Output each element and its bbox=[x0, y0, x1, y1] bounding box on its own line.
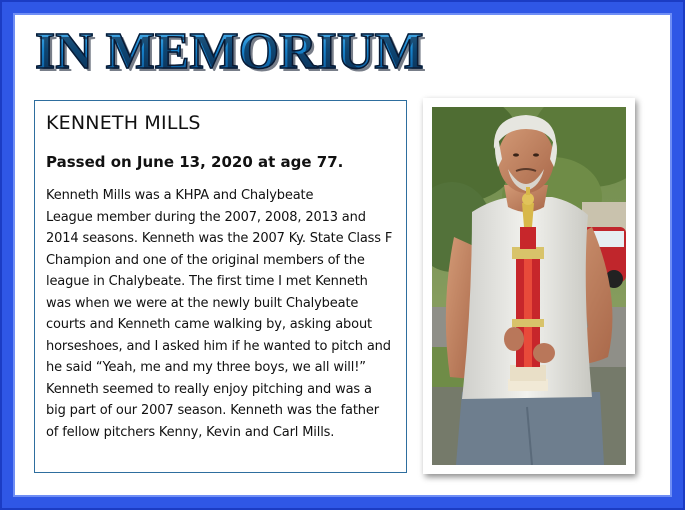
portrait-photo-frame bbox=[423, 98, 635, 474]
bio-line: was when we were at the newly built Chalybeate bbox=[46, 295, 359, 311]
portrait-photo bbox=[432, 107, 626, 465]
memorial-passed-date: Passed on June 13, 2020 at age 77. bbox=[46, 153, 344, 171]
bio-line: he said “Yeah, me and my three boys, we all will!” bbox=[46, 360, 366, 375]
bio-line: horseshoes, and I asked him if he wanted to pitch and bbox=[46, 338, 391, 354]
bio-line: Kenneth Mills was a KHPA and Chalybeate bbox=[46, 188, 314, 203]
memorial-biography bbox=[46, 185, 396, 443]
page-title: IN MEMORIUM bbox=[35, 23, 424, 80]
bio-line: of fellow pitchers Kenny, Kevin and Carl Mills. bbox=[46, 424, 335, 440]
bio-line: Champion and one of the original members of the bbox=[46, 252, 365, 268]
memorial-text-box bbox=[34, 100, 407, 473]
bio-line: 2014 seasons. Kenneth was the 2007 Ky. State Class F bbox=[46, 231, 393, 246]
memorial-name: KENNETH MILLS bbox=[46, 112, 201, 134]
bio-line: League member during the 2007, 2008, 2013 and bbox=[46, 209, 366, 225]
bio-line: big part of our 2007 season. Kenneth was the father bbox=[46, 403, 379, 418]
bio-line: league in Chalybeate. The first time I met Kenneth bbox=[46, 274, 368, 289]
bio-line: Kenneth seemed to really enjoy pitching and was a bbox=[46, 381, 372, 397]
bio-line: courts and Kenneth came walking by, asking about bbox=[46, 317, 373, 332]
